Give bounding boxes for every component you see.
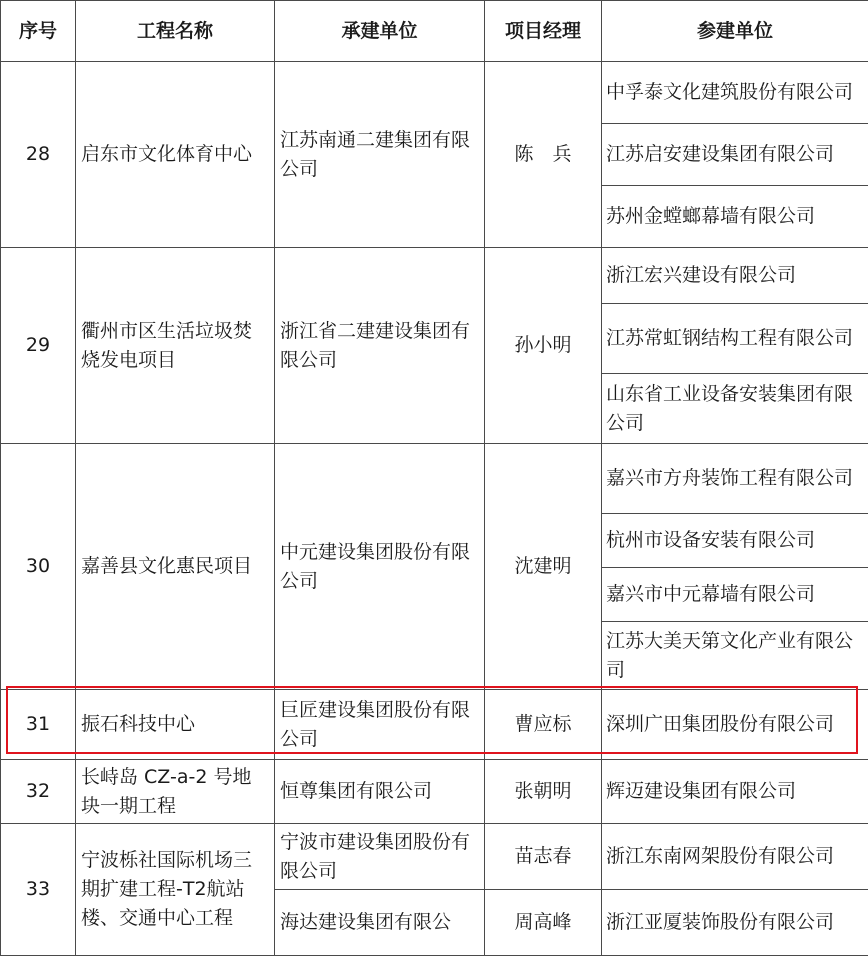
header-manager: 项目经理 <box>485 1 602 62</box>
contractor: 巨匠建设集团股份有限公司 <box>275 690 485 760</box>
contractor: 浙江省二建建设集团有限公司 <box>275 248 485 444</box>
project-manager: 周高峰 <box>485 890 602 956</box>
contractor: 宁波市建设集团股份有限公司 <box>275 824 485 890</box>
table-row-highlighted <box>1 690 868 760</box>
participant: 江苏常虹钢结构工程有限公司 <box>602 304 868 374</box>
contractor: 中元建设集团股份有限公司 <box>275 444 485 690</box>
project-manager: 陈 兵 <box>485 62 602 248</box>
project-name: 嘉善县文化惠民项目 <box>76 444 275 690</box>
project-manager: 曹应标 <box>485 690 602 760</box>
project-manager: 张朝明 <box>485 760 602 824</box>
row-no: 28 <box>1 62 76 248</box>
header-row <box>1 1 868 62</box>
participant: 辉迈建设集团有限公司 <box>602 760 868 824</box>
table-row <box>1 248 868 304</box>
table-row <box>1 760 868 824</box>
project-name: 衢州市区生活垃圾焚烧发电项目 <box>76 248 275 444</box>
header-no: 序号 <box>1 1 76 62</box>
project-manager: 沈建明 <box>485 444 602 690</box>
project-name: 启东市文化体育中心 <box>76 62 275 248</box>
table-row <box>1 824 868 890</box>
row-no: 30 <box>1 444 76 690</box>
table-row <box>1 62 868 124</box>
project-name: 宁波栎社国际机场三期扩建工程-T2航站楼、交通中心工程 <box>76 824 275 956</box>
table-row <box>1 444 868 514</box>
participant: 嘉兴市方舟装饰工程有限公司 <box>602 444 868 514</box>
project-manager: 孙小明 <box>485 248 602 444</box>
header-name: 工程名称 <box>76 1 275 62</box>
row-no: 29 <box>1 248 76 444</box>
participant: 嘉兴市中元幕墙有限公司 <box>602 568 868 622</box>
project-manager: 苗志春 <box>485 824 602 890</box>
participant: 山东省工业设备安装集团有限公司 <box>602 374 868 444</box>
participant: 中孚泰文化建筑股份有限公司 <box>602 62 868 124</box>
row-no: 31 <box>1 690 76 760</box>
participant: 浙江东南网架股份有限公司 <box>602 824 868 890</box>
participant: 浙江亚厦装饰股份有限公司 <box>602 890 868 956</box>
project-name: 振石科技中心 <box>76 690 275 760</box>
header-participants: 参建单位 <box>602 1 868 62</box>
participant: 浙江宏兴建设有限公司 <box>602 248 868 304</box>
contractor: 江苏南通二建集团有限公司 <box>275 62 485 248</box>
contractor: 恒尊集团有限公司 <box>275 760 485 824</box>
participant: 江苏启安建设集团有限公司 <box>602 124 868 186</box>
project-name: 长峙岛 CZ-a-2 号地块一期工程 <box>76 760 275 824</box>
header-contractor: 承建单位 <box>275 1 485 62</box>
row-no: 33 <box>1 824 76 956</box>
participant: 深圳广田集团股份有限公司 <box>602 690 868 760</box>
participant: 江苏大美天第文化产业有限公司 <box>602 622 868 690</box>
contractor: 海达建设集团有限公 <box>275 890 485 956</box>
row-no: 32 <box>1 760 76 824</box>
participant: 苏州金螳螂幕墙有限公司 <box>602 186 868 248</box>
participant: 杭州市设备安装有限公司 <box>602 514 868 568</box>
